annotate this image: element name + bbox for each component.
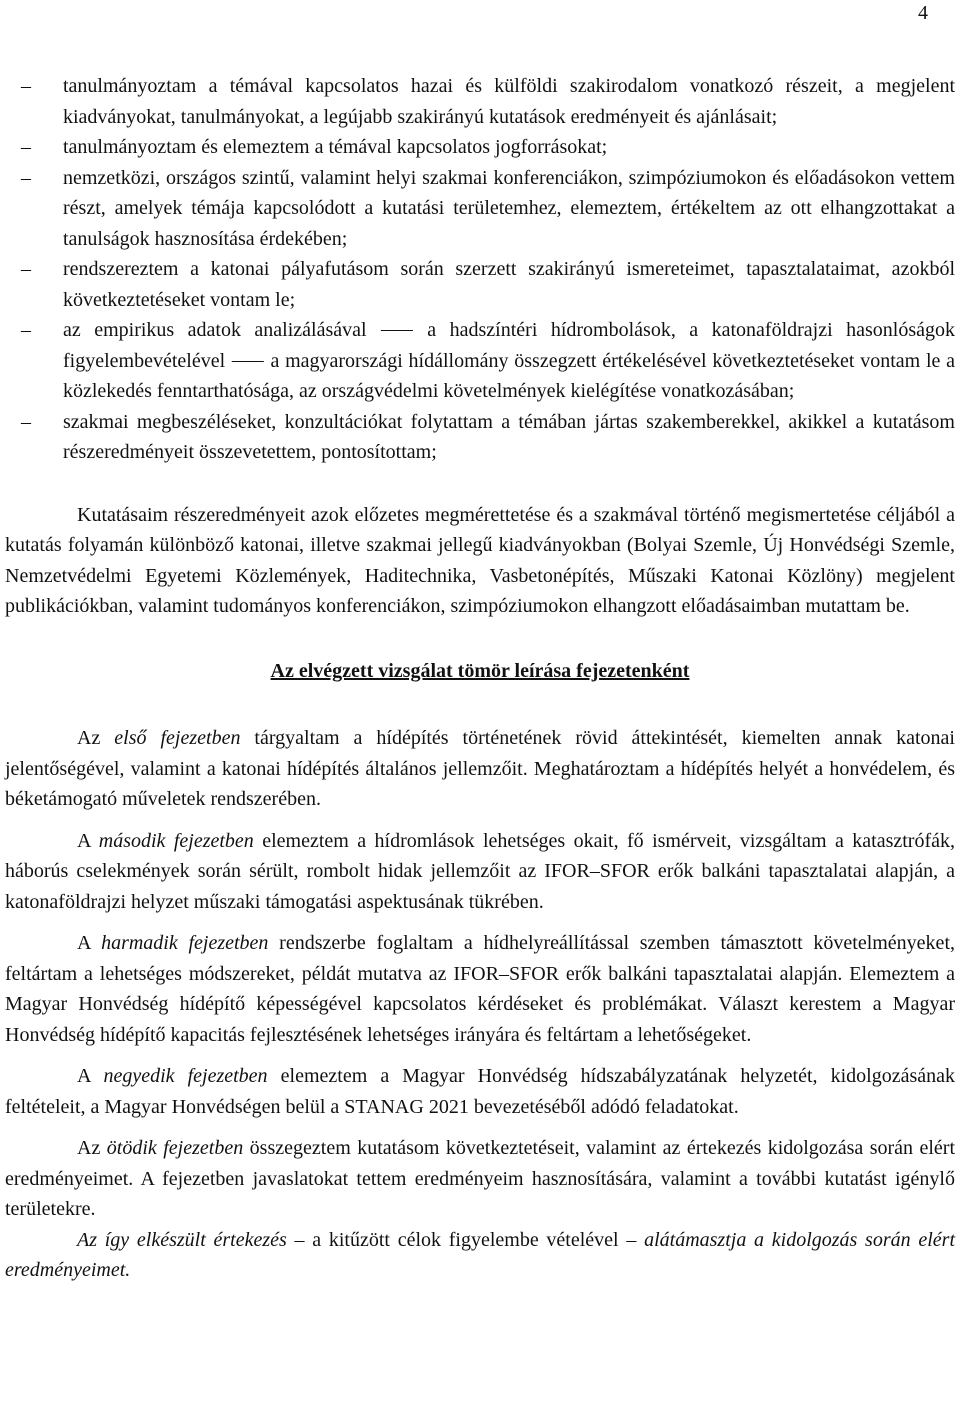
list-item-text: tanulmányoztam és elemeztem a témával kapcsolatos jogforrásokat;: [63, 136, 608, 158]
closing-middle: – a kitűzött célok figyelembe vételével –: [286, 1228, 645, 1251]
list-item: [5, 71, 955, 132]
list-item-text: rendszereztem a katonai pályafutásom során szerzett szakirányú ismereteimet, tapasztalataimat, azokból következtetéseket vontam le;: [63, 258, 955, 311]
closing-italic-start: Az így elkészült értekezés: [77, 1228, 287, 1251]
chapter-paragraph-2: [5, 826, 955, 918]
section-heading: Az elvégzett vizsgálat tömör leírása fejezetenként: [270, 659, 690, 682]
chapter-name: első fejezetben: [114, 727, 241, 749]
list-item-text: szakmai megbeszéléseket, konzultációkat folytattam a témában jártas szakemberekkel, akikkel a kutatásom részeredményeit összevetettem, pontosítottam;: [63, 410, 955, 463]
dash-bullet: –: [21, 136, 31, 158]
closing-italic-end: alátámasztja a kidolgozás során elért eredményeimet.: [5, 1228, 956, 1281]
chapter-text: összegeztem kutatásom következtetéseit, valamint az értekezés kidolgozása során elért eredményeimet. A fejezetben javaslatokat tettem eredményeim hasznosítására, valamint a további kutatást igénylő területekre.: [5, 1137, 956, 1220]
list-item: [5, 315, 955, 407]
chapter-text: rendszerbe foglaltam a hídhelyreállítással szemben támasztott követelményeket, feltártam a lehetséges módszereket, példát mutatva az IFOR–SFOR erők balkáni tapasztalatai alapján. Elemeztem a Magyar Honvédség hídépítő képességével kapcsolatos kérdéseket és problémákat. Választ kerestem a Magyar Honvédség hídépítő kapacitás fejlesztésének lehetséges irányára és feltártam a lehetőségeket.: [5, 932, 955, 1046]
chapter-name: negyedik fejezetben: [103, 1065, 268, 1087]
dash-bullet: –: [21, 258, 31, 280]
dash-bullet: –: [21, 75, 31, 97]
intro-paragraph: Kutatásaim részeredményeit azok előzetes megmérettetése és a szakmával történő megismertetése céljából a kutatás folyamán különböző katonai, illetve szakmai jellegű kiadványokban (Bolyai Szemle, Új Honvédségi Szemle, Nemzetvédelmi Egyetemi Közlemények, Haditechnika, Vasbetonépítés, Műszaki Katonai Közlöny) megjelent publikációkban, valamint tudományos konferenciákon, szimpóziumokon elhangzott előadásaimban mutattam be.: [5, 503, 955, 617]
chapter-paragraph-5: [5, 1133, 955, 1225]
method-list: [5, 71, 955, 468]
list-item: [5, 407, 955, 468]
list-item-text: nemzetközi, országos szintű, valamint helyi szakmai konferenciákon, szimpóziumokon és előadásokon vettem részt, amelyek témája kapcsolódott a kutatási területemhez, elemeztem, értékeltem az ott elhangzottakat a tanulságok hasznosítása érdekében;: [63, 166, 955, 250]
page-content: [5, 71, 955, 1286]
chapter-lead: Az: [77, 727, 115, 749]
chapter-text: elemeztem a hídromlások lehetséges okait, fő ismérveit, vizsgáltam a katasztrófák, háborús cselekmények során sérült, rombolt hidak jellemzőit az IFOR–SFOR erők balkáni tapasztalatai alapján, a katonaföldrajzi helyzet műszaki támogatási aspektusának tükrében.: [5, 829, 956, 913]
dash-bullet: –: [21, 319, 31, 341]
list-item: [5, 132, 955, 163]
list-item-text: tanulmányoztam a témával kapcsolatos hazai és külföldi szakirodalom vonatkozó részeit, a megjelent kiadványokat, tanulmányokat, a legújabb szakirányú kutatások eredményeit és ajánlásait;: [63, 75, 955, 128]
chapter-paragraph-4: [5, 1061, 955, 1122]
list-item-text: az empirikus adatok analizálásával ⸺ a hadszíntéri hídrombolások, a katonaföldrajzi hasonlóságok figyelembevételével ⸺ a magyarországi hídállomány összegzett értékelésével következtetéseket vontam le a közlekedés fenntarthatósága, az országvédelmi követelmények kielégítése vonatkozásában;: [63, 319, 955, 402]
chapter-text: elemeztem a Magyar Honvédség hídszabályzatának helyzetét, kidolgozásának feltételeit, a Magyar Honvédségen belül a STANAG 2021 bevezetéséből adódó feladatokat.: [5, 1065, 956, 1118]
chapter-lead: A: [77, 829, 99, 852]
dash-bullet: –: [21, 166, 31, 189]
chapter-lead: A: [77, 1065, 104, 1087]
closing-paragraph: [5, 1225, 955, 1286]
chapter-lead: A: [77, 932, 102, 954]
dash-bullet: –: [21, 410, 31, 433]
chapter-lead: Az: [77, 1137, 107, 1159]
chapter-name: ötödik fejezetben: [106, 1137, 244, 1159]
list-item: [5, 163, 955, 255]
chapter-paragraph-3: [5, 928, 955, 1050]
chapter-name: harmadik fejezetben: [101, 932, 269, 954]
chapter-paragraph-1: [5, 723, 955, 815]
chapter-text: tárgyaltam a hídépítés történetének rövid áttekintését, kiemelten annak katonai jelentőségével, valamint a katonai hídépítés általános jellemzőit. Meghatároztam a hídépítés helyét a honvédelem, és béketámogató műveletek rendszerében.: [5, 727, 955, 810]
chapter-name: második fejezetben: [98, 829, 254, 852]
page-number: 4: [918, 2, 928, 24]
list-item: [5, 254, 955, 315]
